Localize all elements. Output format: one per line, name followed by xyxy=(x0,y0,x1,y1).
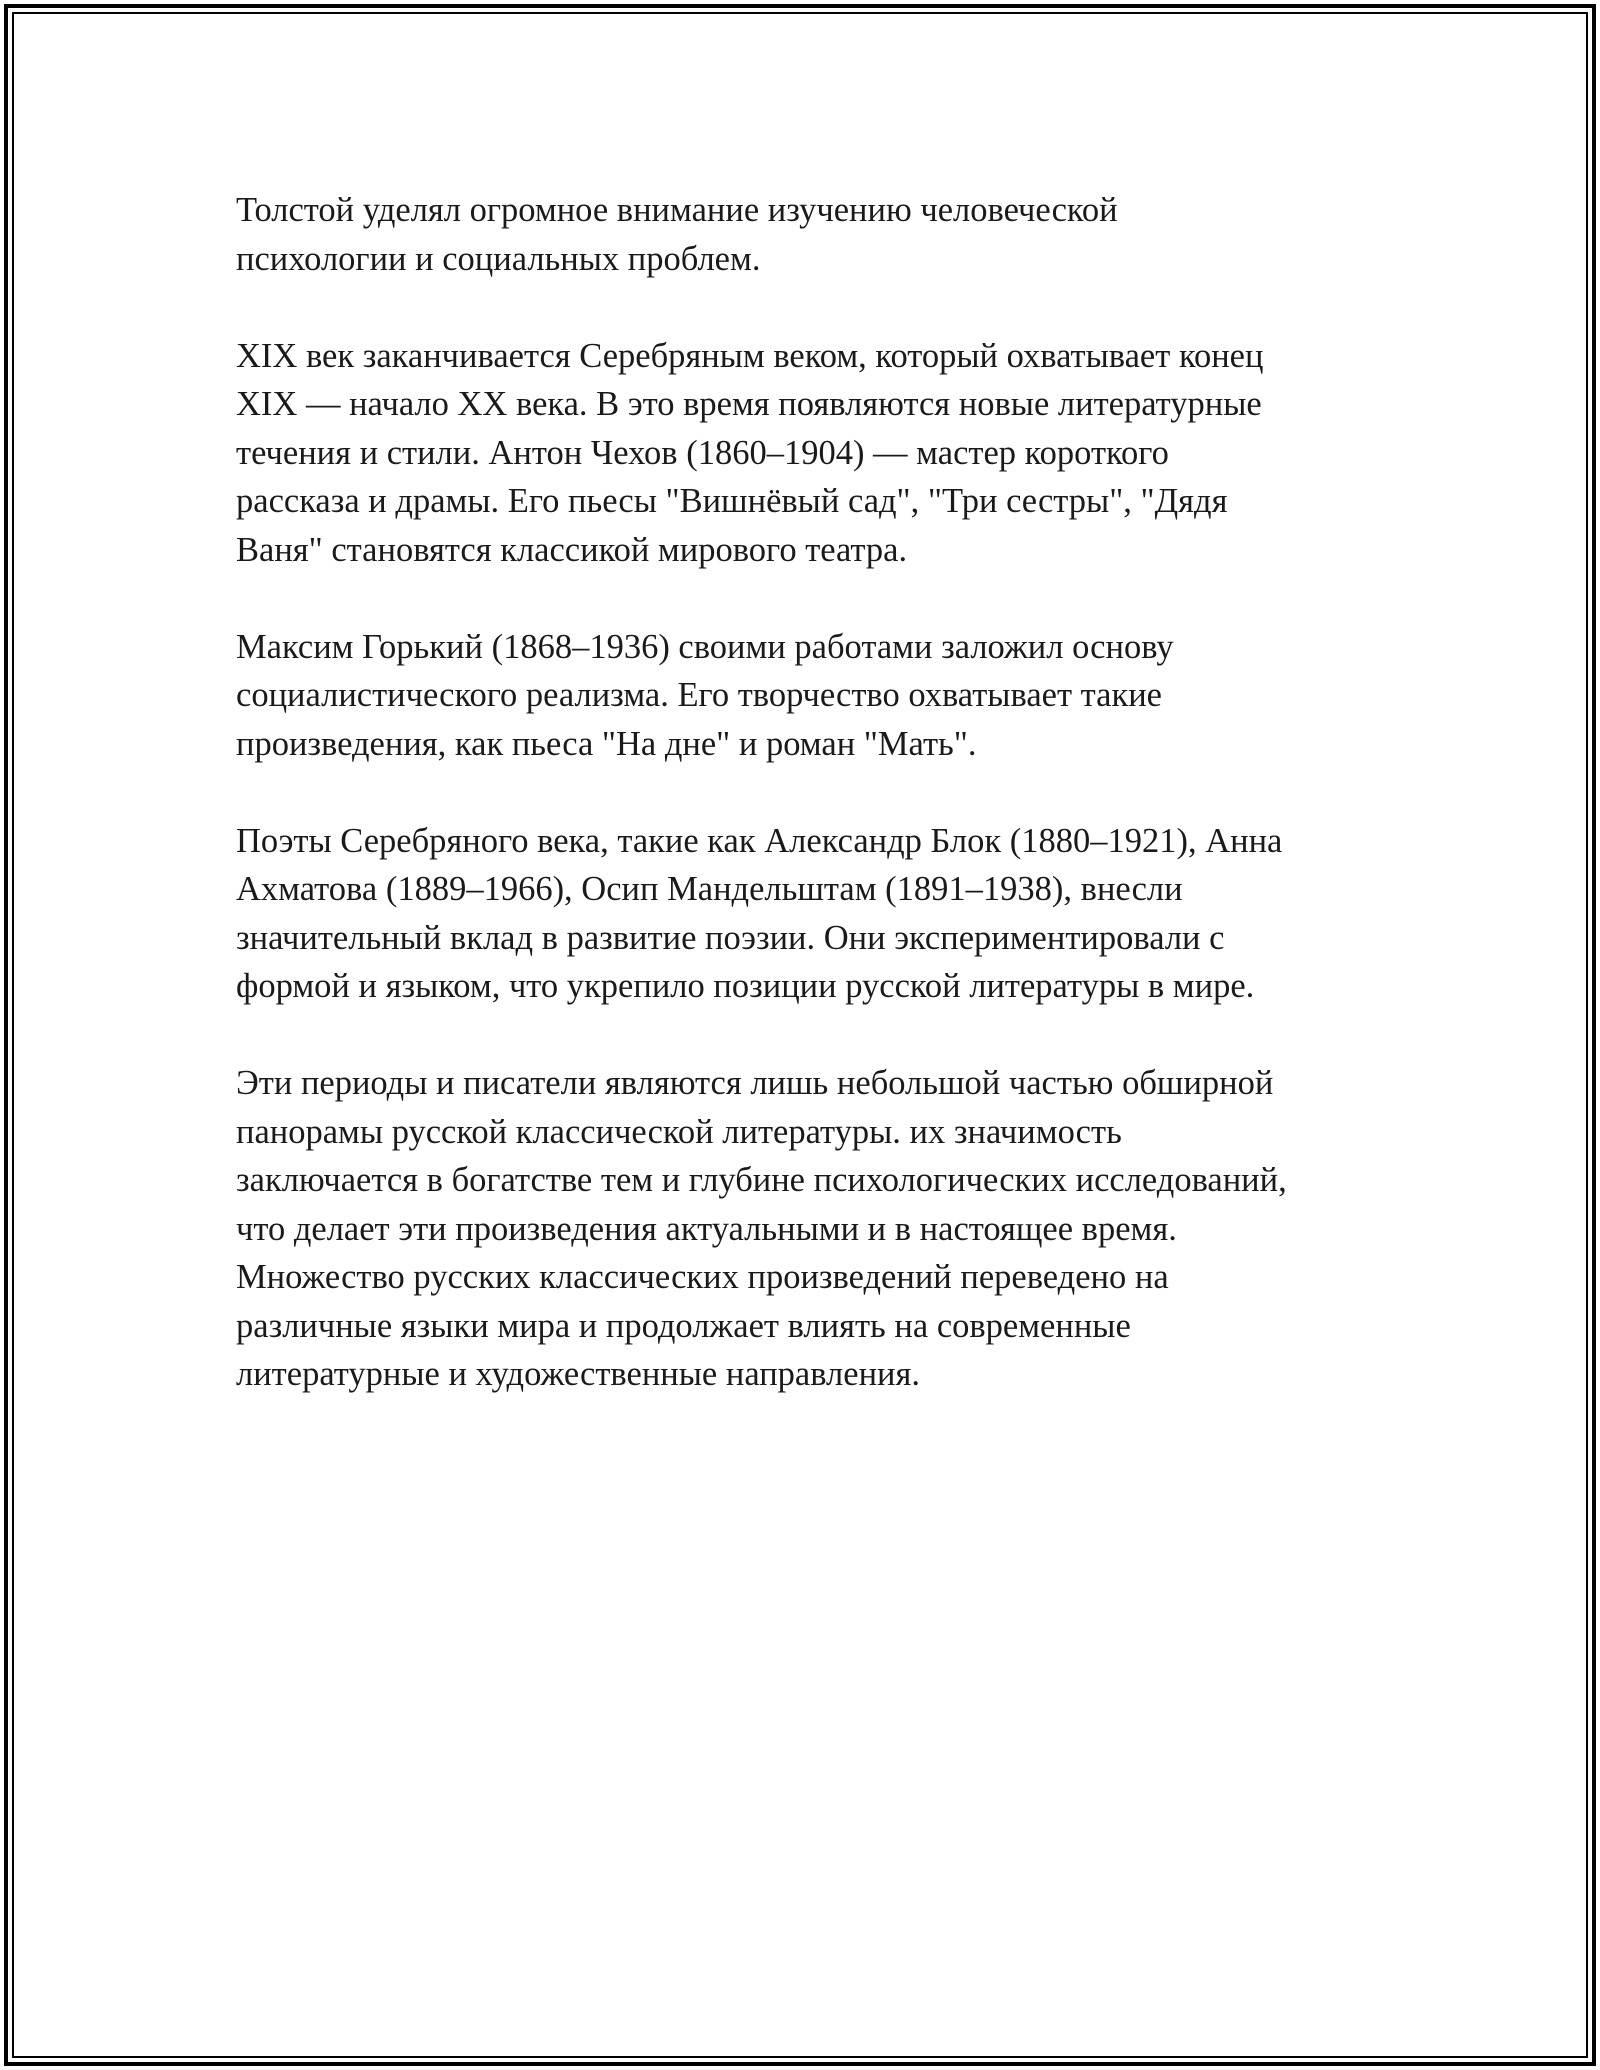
paragraph-gorky: Максим Горький (1868–1936) своими работами заложил основу социалистического реализма. Его творчество охватывает такие произведения, как пьеса "На дне" и роман "Мать". xyxy=(236,627,1174,763)
paragraph-tolstoy: Толстой уделял огромное внимание изучению человеческой психологии и социальных проблем. xyxy=(236,191,1118,278)
document-body xyxy=(236,186,1376,1447)
paragraph-silver-age-chekhov: XIX век заканчивается Серебряным веком, который охватывает конец XIX — начало XX века. В это время появляются новые литературные течения и стили. Антон Чехов (1860–1904) — мастер короткого рассказа и драмы. Его пьесы "Вишнёвый сад", "Три сестры", "Дядя Ваня" становятся классикой мирового театра. xyxy=(236,336,1264,569)
paragraph-conclusion: Эти периоды и писатели являются лишь небольшой частью обширной панорамы русской классической литературы. их значимость заключается в богатстве тем и глубине психологических исследований, что делает эти произведения актуальными и в настоящее время. Множество русских классических произведений переведено на различные языки мира и продолжает влиять на современные литературные и художественные направления. xyxy=(236,1064,1287,1393)
paragraph-silver-age-poets: Поэты Серебряного века, такие как Александр Блок (1880–1921), Анна Ахматова (1889–1966), Осип Мандельштам (1891–1938), внесли значительный вклад в развитие поэзии. Они экспериментировали с формой и языком, что укрепило позиции русской литературы в мире. xyxy=(236,821,1283,1005)
